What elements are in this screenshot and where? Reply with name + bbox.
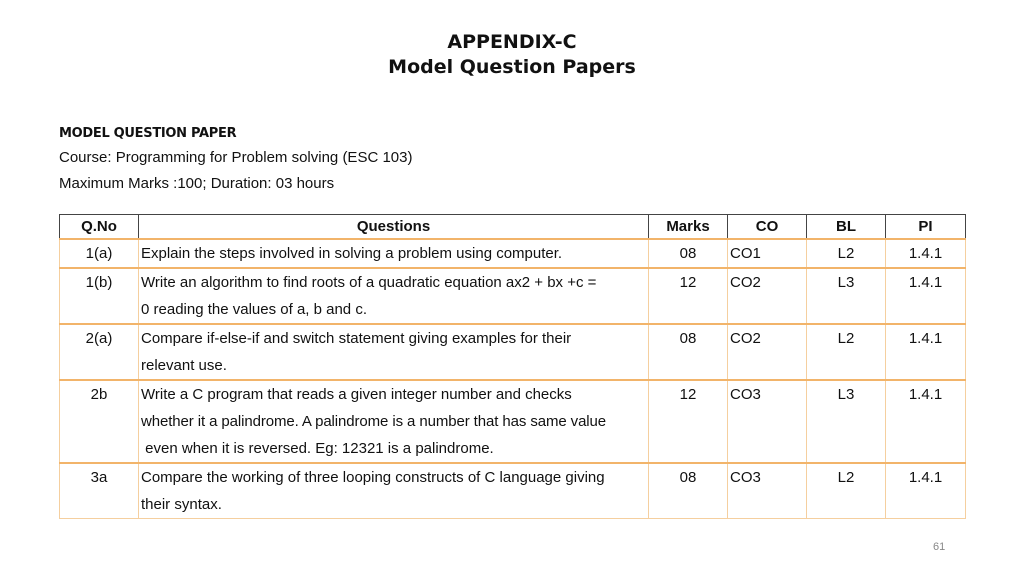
course-line: Course: Programming for Problem solving (ESC 103) [59,149,413,166]
page-title [0,30,1024,80]
qno-cell: 1(a) [60,239,139,268]
table-header-row [60,215,966,240]
bl-cell: L3 [807,268,886,324]
page-number: 61 [933,541,946,553]
pi-cell: 1.4.1 [886,380,966,463]
pi-cell: 1.4.1 [886,324,966,380]
pi-cell: 1.4.1 [886,239,966,268]
marks-cell: 12 [649,268,728,324]
question-text: Explain the steps involved in solving a problem using computer. [141,245,563,262]
table-row [60,239,966,268]
question-text: Compare if-else-if and switch statement giving examples for their [141,330,572,347]
marks-cell: 08 [649,463,728,519]
question-text: 0 reading the values of a, b and c. [141,301,367,318]
table-row [60,380,966,463]
marks-cell: 12 [649,380,728,463]
qno-cell: 2(a) [60,324,139,380]
question-text: their syntax. [141,496,222,513]
header-questions: Questions [139,215,649,240]
pi-cell: 1.4.1 [886,268,966,324]
header-bl: BL [807,215,886,240]
question-cell [139,380,649,463]
header-co: CO [728,215,807,240]
question-text: Write an algorithm to find roots of a quadratic equation ax2 + bx +c = [141,274,597,291]
qno-cell: 3a [60,463,139,519]
document-title: Model Question Papers [388,56,636,78]
bl-cell: L2 [807,239,886,268]
header-marks: Marks [649,215,728,240]
marks-duration-line: Maximum Marks :100; Duration: 03 hours [59,175,335,192]
co-cell: CO2 [728,268,807,324]
bl-cell: L3 [807,380,886,463]
bl-cell: L2 [807,463,886,519]
table-row [60,268,966,324]
question-text: Write a C program that reads a given integer number and checks [141,386,572,403]
question-text: Compare the working of three looping constructs of C language giving [141,469,605,486]
marks-cell: 08 [649,239,728,268]
marks-cell: 08 [649,324,728,380]
bl-cell: L2 [807,324,886,380]
header-pi: PI [886,215,966,240]
co-cell: CO3 [728,380,807,463]
header-qno: Q.No [60,215,139,240]
qno-cell: 2b [60,380,139,463]
question-table [59,214,966,519]
co-cell: CO1 [728,239,807,268]
table-row [60,324,966,380]
co-cell: CO2 [728,324,807,380]
table-row [60,463,966,519]
qno-cell: 1(b) [60,268,139,324]
question-text: whether it a palindrome. A palindrome is a number that has same value [141,413,607,430]
question-text: relevant use. [141,357,227,374]
appendix-title: APPENDIX-C [447,31,577,53]
question-cell [139,268,649,324]
pi-cell: 1.4.1 [886,463,966,519]
paper-info [59,125,412,197]
question-cell [139,239,649,268]
paper-heading: MODEL QUESTION PAPER [59,126,237,141]
co-cell: CO3 [728,463,807,519]
question-cell [139,463,649,519]
question-text: even when it is reversed. Eg: 12321 is a palindrome. [141,440,494,457]
question-cell [139,324,649,380]
